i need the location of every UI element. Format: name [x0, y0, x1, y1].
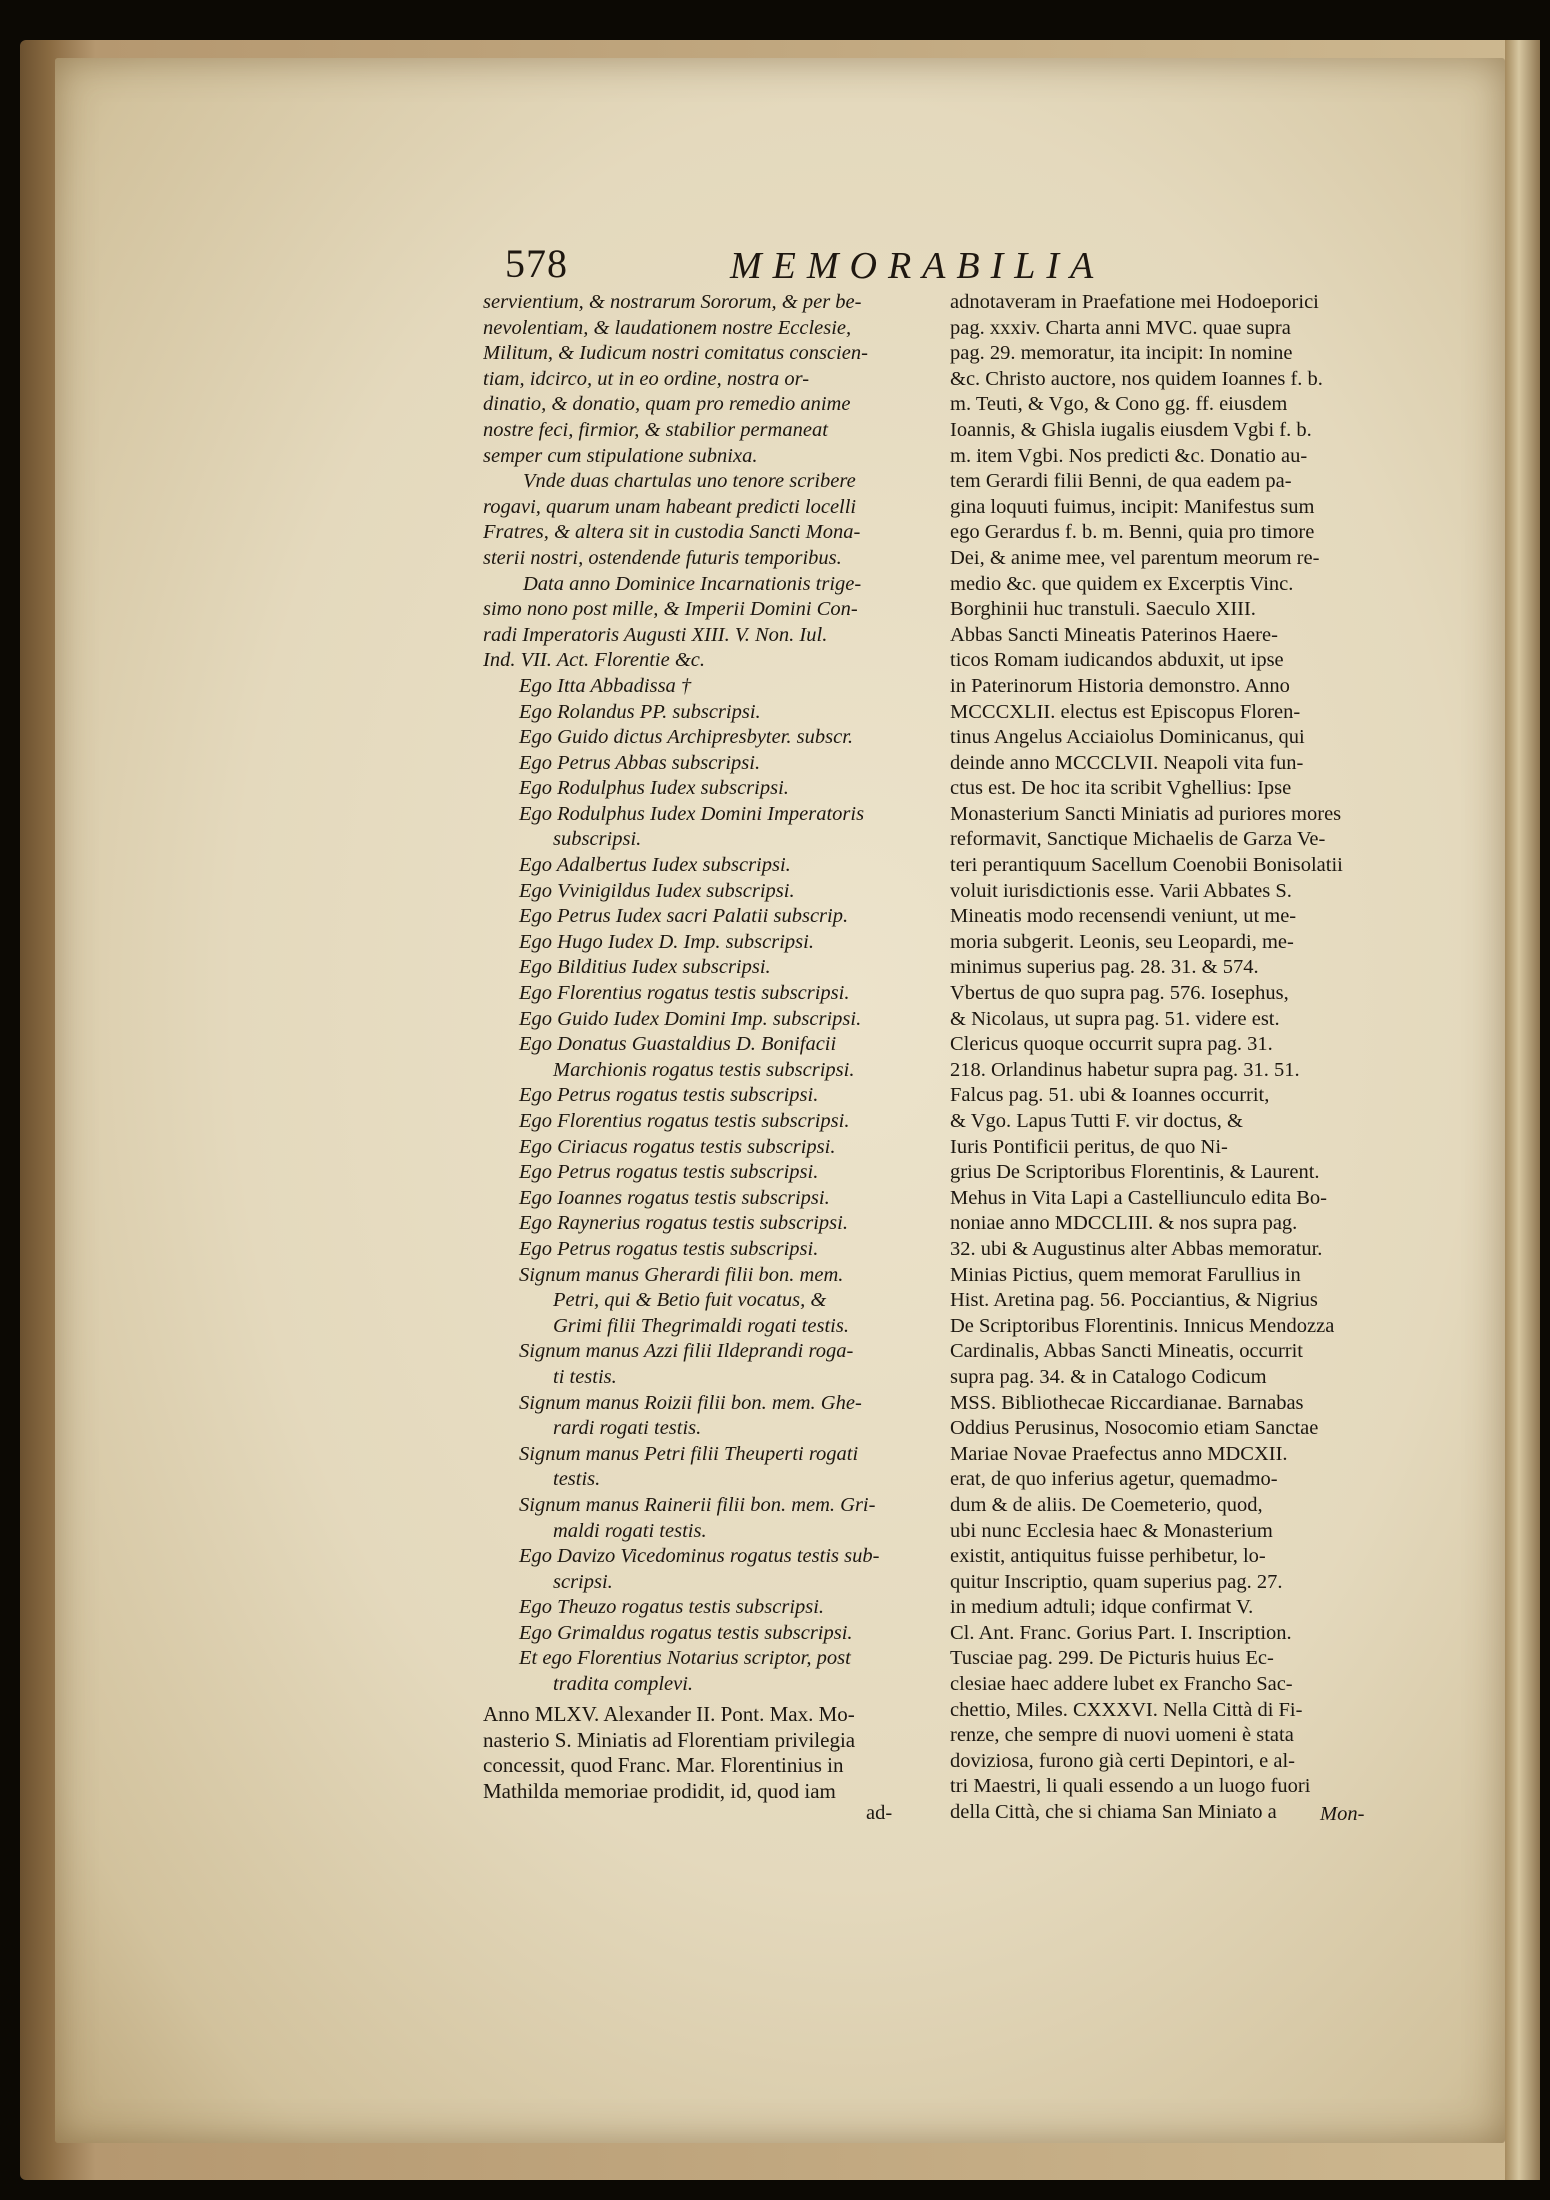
- closing-paragraph: [483, 1702, 915, 1804]
- signatory-line: Ego Donatus Guastaldius D. Bonifacii: [519, 1033, 837, 1056]
- text-line: Cl. Ant. Franc. Gorius Part. I. Inscription.: [950, 1621, 1292, 1644]
- text-line: Abbas Sancti Mineatis Paterinos Haere-: [950, 623, 1278, 646]
- signatory-line: tradita complevi.: [553, 1673, 694, 1696]
- signatory-line: Signum manus Rainerii filii bon. mem. Gri-: [519, 1493, 876, 1516]
- text-line: pag. xxxiv. Charta anni MVC. quae supra: [950, 316, 1291, 339]
- page-number: 578: [505, 241, 568, 286]
- signatory-line: ti testis.: [553, 1365, 617, 1388]
- text-line: Vnde duas chartulas uno tenore scribere: [523, 470, 856, 493]
- text-line: della Città, che si chiama San Miniato a: [950, 1801, 1277, 1824]
- text-line: De Scriptoribus Florentinis. Innicus Mendozza: [950, 1314, 1335, 1337]
- text-line: Mathilda memoriae prodidit, id, quod iam: [483, 1778, 836, 1803]
- opening-paragraph: [483, 290, 915, 469]
- text-line: dum & de aliis. De Coemeterio, quod,: [950, 1493, 1263, 1516]
- text-line: ticos Romam iudicandos abduxit, ut ipse: [950, 649, 1284, 672]
- signatory-line: Ego Raynerius rogatus testis subscripsi.: [519, 1212, 848, 1235]
- left-column: [483, 290, 915, 1698]
- text-line: erat, de quo inferius agetur, quemadmo-: [950, 1468, 1278, 1491]
- text-line: noniae anno MDCCLIII. & nos supra pag.: [950, 1212, 1298, 1235]
- text-line: clesiae haec addere lubet ex Francho Sac-: [950, 1673, 1293, 1696]
- signatory-line: Marchionis rogatus testis subscripsi.: [553, 1058, 855, 1081]
- text-line: Militum, & Iudicum nostri comitatus conscien-: [483, 342, 868, 365]
- data-paragraph: [483, 572, 915, 674]
- signatory-line: Ego Petrus rogatus testis subscripsi.: [519, 1084, 819, 1107]
- text-line: m. item Vgbi. Nos predicti &c. Donatio au-: [950, 444, 1308, 467]
- text-line: Mariae Novae Praefectus anno MDCXII.: [950, 1442, 1288, 1465]
- text-line: Cardinalis, Abbas Sancti Mineatis, occurrit: [950, 1340, 1303, 1363]
- signatory-list: [483, 674, 915, 1698]
- signatory-line: Ego Florentius rogatus testis subscripsi.: [519, 1110, 850, 1132]
- text-line: medio &c. que quidem ex Excerptis Vinc.: [950, 572, 1294, 595]
- text-line: minimus superius pag. 28. 31. & 574.: [950, 956, 1259, 979]
- text-line: Mehus in Vita Lapi a Castelliunculo edita Bo-: [950, 1186, 1327, 1209]
- signatory-line: Signum manus Petri filii Theuperti rogati: [519, 1442, 859, 1465]
- signatory-line: Ego Petrus rogatus testis subscripsi.: [519, 1161, 819, 1184]
- text-line: in medium adtuli; idque confirmat V.: [950, 1596, 1254, 1619]
- text-line: existit, antiquitus fuisse perhibetur, lo-: [950, 1545, 1266, 1568]
- text-line: nostre feci, firmior, & stabilior permaneat: [483, 418, 828, 441]
- text-line: 32. ubi & Augustinus alter Abbas memoratur.: [950, 1237, 1323, 1260]
- text-line: Tusciae pag. 299. De Picturis huius Ec-: [950, 1647, 1274, 1670]
- signatory-line: maldi rogati testis.: [553, 1519, 707, 1542]
- running-title: MEMORABILIA: [730, 245, 1105, 287]
- text-line: Ind. VII. Act. Florentie &c.: [483, 649, 706, 672]
- signatory-line: Ego Petrus Abbas subscripsi.: [519, 751, 761, 774]
- text-line: Ioannis, & Ghisla iugalis eiusdem Vgbi f. b.: [950, 418, 1312, 441]
- text-line: Iuris Pontificii peritus, de quo Ni-: [950, 1135, 1228, 1158]
- text-line: teri perantiquum Sacellum Coenobii Bonisolatii: [950, 854, 1343, 877]
- signatory-line: Et ego Florentius Notarius scriptor, post: [519, 1647, 851, 1670]
- text-line: rogavi, quarum unam habeant predicti locelli: [483, 495, 857, 518]
- text-line: gina loquuti fuimus, incipit: Manifestus sum: [950, 495, 1315, 518]
- catchword-right: Mon-: [1320, 1803, 1365, 1825]
- signatory-line: scripsi.: [553, 1570, 613, 1593]
- text-line: doviziosa, furono già certi Depintori, e al-: [950, 1749, 1295, 1772]
- text-line: tri Maestri, li quali essendo a un luogo fuori: [950, 1775, 1311, 1798]
- unde-paragraph: [483, 469, 915, 571]
- text-line: radi Imperatoris Augusti XIII. V. Non. Iul.: [483, 623, 828, 646]
- signatory-line: Ego Rodulphus Iudex Domini Imperatoris: [519, 802, 865, 825]
- catchword-left: ad-: [866, 1802, 893, 1824]
- text-line: tinus Angelus Acciaiolus Dominicanus, qui: [950, 726, 1305, 749]
- text-line: servientium, & nostrarum Sororum, & per be-: [483, 291, 862, 313]
- text-line: in Paterinorum Historia demonstro. Anno: [950, 674, 1290, 697]
- text-line: sterii nostri, ostendende futuris temporibus.: [483, 546, 842, 569]
- text-line: ctus est. De hoc ita scribit Vghellius: Ipse: [950, 777, 1292, 800]
- signatory-line: Ego Theuzo rogatus testis subscripsi.: [519, 1596, 825, 1619]
- text-line: &c. Christo auctore, nos quidem Ioannes f. b.: [950, 367, 1323, 390]
- text-line: supra pag. 34. & in Catalogo Codicum: [950, 1365, 1267, 1388]
- text-line: voluit iurisdictionis esse. Varii Abbates S.: [950, 879, 1292, 902]
- next-page-edge: [1505, 40, 1540, 2180]
- signatory-line: Ego Petrus Iudex sacri Palatii subscrip.: [519, 905, 849, 928]
- text-line: Anno MLXV. Alexander II. Pont. Max. Mo-: [483, 1702, 855, 1726]
- text-line: Borghinii huc transtuli. Saeculo XIII.: [950, 598, 1256, 621]
- signatory-line: rardi rogati testis.: [553, 1417, 702, 1440]
- right-column: [950, 290, 1378, 1826]
- signatory-line: Ego Bilditius Iudex subscripsi.: [519, 956, 771, 979]
- text-line: Hist. Aretina pag. 56. Pocciantius, & Nigrius: [950, 1289, 1318, 1312]
- text-line: nasterio S. Miniatis ad Florentiam privilegia: [483, 1727, 856, 1752]
- text-line: reformavit, Sanctique Michaelis de Garza Ve-: [950, 828, 1326, 851]
- text-line: tem Gerardi filii Benni, de qua eadem pa-: [950, 470, 1292, 493]
- text-line: moria subgerit. Leonis, seu Leopardi, me-: [950, 930, 1294, 953]
- text-line: deinde anno MCCCLVII. Neapoli vita fun-: [950, 751, 1304, 774]
- text-line: Monasterium Sancti Miniatis ad puriores mores: [950, 802, 1342, 825]
- text-line: concessit, quod Franc. Mar. Florentinius in: [483, 1753, 844, 1778]
- text-line: dinatio, & donatio, quam pro remedio anime: [483, 393, 851, 416]
- signatory-line: Grimi filii Thegrimaldi rogati testis.: [553, 1314, 849, 1337]
- text-line: Clericus quoque occurrit supra pag. 31.: [950, 1033, 1273, 1056]
- signatory-line: Signum manus Azzi filii Ildeprandi roga-: [519, 1340, 854, 1363]
- text-line: chettio, Miles. CXXXVI. Nella Città di Fi-: [950, 1698, 1303, 1721]
- signatory-line: Ego Grimaldus rogatus testis subscripsi.: [519, 1621, 853, 1644]
- text-line: Falcus pag. 51. ubi & Ioannes occurrit,: [950, 1084, 1270, 1107]
- signatory-line: Petri, qui & Betio fuit vocatus, &: [553, 1289, 827, 1312]
- signatory-line: Ego Rodulphus Iudex subscripsi.: [519, 777, 789, 800]
- text-line: grius De Scriptoribus Florentinis, & Laurent.: [950, 1161, 1320, 1184]
- signatory-line: Ego Petrus rogatus testis subscripsi.: [519, 1237, 819, 1260]
- text-line: simo nono post mille, & Imperii Domini Con-: [483, 598, 858, 621]
- text-line: Fratres, & altera sit in custodia Sancti Mona-: [483, 521, 861, 544]
- text-line: & Vgo. Lapus Tutti F. vir doctus, &: [950, 1110, 1243, 1132]
- signatory-line: Ego Rolandus PP. subscripsi.: [519, 700, 761, 723]
- signatory-line: Ego Ioannes rogatus testis subscripsi.: [519, 1186, 830, 1209]
- text-line: ego Gerardus f. b. m. Benni, quia pro timore: [950, 521, 1315, 544]
- text-line: Oddius Perusinus, Nosocomio etiam Sanctae: [950, 1417, 1319, 1440]
- text-line: MCCCXLII. electus est Episcopus Floren-: [950, 700, 1301, 723]
- signatory-line: Signum manus Gherardi filii bon. mem.: [519, 1263, 844, 1286]
- text-line: 218. Orlandinus habetur supra pag. 31. 51.: [950, 1058, 1300, 1081]
- text-line: quitur Inscriptio, quam superius pag. 27.: [950, 1570, 1283, 1593]
- text-line: Dei, & anime mee, vel parentum meorum re-: [950, 546, 1320, 569]
- signatory-line: Ego Davizo Vicedominus rogatus testis sub-: [519, 1545, 880, 1568]
- text-line: Vbertus de quo supra pag. 576. Iosephus,: [950, 982, 1289, 1005]
- signatory-line: Ego Adalbertus Iudex subscripsi.: [519, 854, 791, 877]
- text-line: MSS. Bibliothecae Riccardianae. Barnabas: [950, 1391, 1304, 1414]
- text-line: ubi nunc Ecclesia haec & Monasterium: [950, 1519, 1273, 1542]
- signatory-line: subscripsi.: [553, 828, 642, 851]
- signatory-line: Signum manus Roizii filii bon. mem. Ghe-: [519, 1391, 862, 1414]
- text-line: nevolentiam, & laudationem nostre Ecclesie,: [483, 316, 852, 339]
- text-line: & Nicolaus, ut supra pag. 51. videre est.: [950, 1007, 1280, 1030]
- signatory-line: Ego Vvinigildus Iudex subscripsi.: [519, 879, 795, 902]
- signatory-line: Ego Hugo Iudex D. Imp. subscripsi.: [519, 930, 814, 953]
- text-line: semper cum stipulatione subnixa.: [483, 444, 758, 467]
- text-line: adnotaveram in Praefatione mei Hodoeporici: [950, 291, 1319, 313]
- text-line: renze, che sempre di nuovi uomeni è stata: [950, 1724, 1294, 1747]
- text-line: Minias Pictius, quem memorat Farullius in: [950, 1263, 1301, 1286]
- text-line: m. Teuti, & Vgo, & Cono gg. ff. eiusdem: [950, 393, 1288, 416]
- text-line: pag. 29. memoratur, ita incipit: In nomine: [950, 342, 1293, 365]
- text-line: Mineatis modo recensendi veniunt, ut me-: [950, 905, 1297, 928]
- signatory-line: Ego Itta Abbadissa †: [519, 674, 692, 697]
- signatory-line: Ego Guido dictus Archipresbyter. subscr.: [519, 726, 854, 749]
- signatory-line: Ego Guido Iudex Domini Imp. subscripsi.: [519, 1007, 862, 1030]
- signatory-line: testis.: [553, 1468, 601, 1491]
- signatory-line: Ego Ciriacus rogatus testis subscripsi.: [519, 1135, 836, 1158]
- text-line: tiam, idcirco, ut in eo ordine, nostra or-: [483, 367, 810, 390]
- text-line: Data anno Dominice Incarnationis trige-: [523, 572, 862, 595]
- signatory-line: Ego Florentius rogatus testis subscripsi.: [519, 982, 850, 1005]
